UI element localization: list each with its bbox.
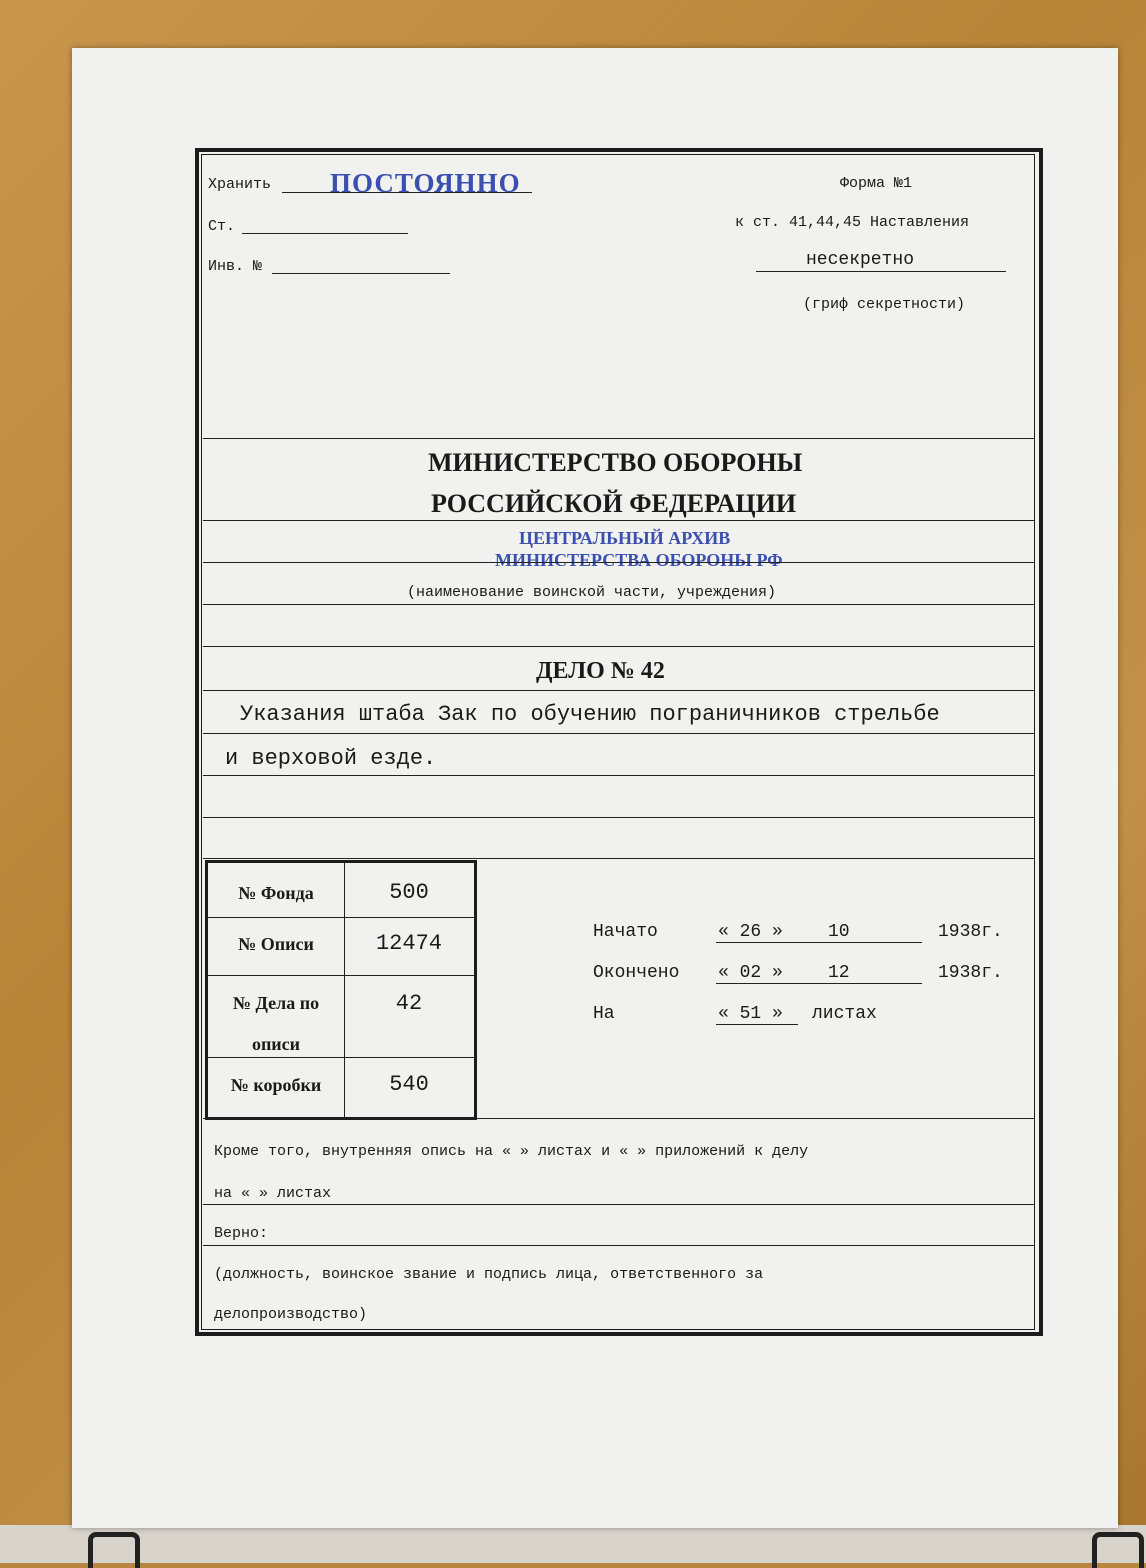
started-underline [716,942,922,943]
delo-value: 42 [395,991,423,1016]
verified-label: Верно: [214,1225,269,1242]
case-number: 42 [640,658,665,684]
ruled-line [203,775,1034,776]
secrecy-underline [756,271,1006,272]
ruled-line [203,604,1034,605]
extra-inventory-line1: Кроме того, внутренняя опись на « » листах и « » приложений к делу [214,1143,809,1160]
position-caption-line2: делопроизводство) [214,1306,368,1323]
form-label: Форма №1 [840,175,913,192]
ruled-line [203,733,1034,734]
started-month: 10 [828,922,850,942]
opis-label: № Описи [238,934,314,954]
archive-table [205,860,477,1120]
keep-stamp: ПОСТОЯННО [330,168,521,198]
ruled-line [203,562,1034,563]
started-label: Начато [593,922,658,942]
started-day: « 26 » [718,922,783,942]
unit-caption: (наименование воинской части, учреждения) [407,584,777,601]
extra-inventory-line2: на « » листах [214,1185,332,1202]
table-row-divider [208,917,474,918]
case-title-label: ДЕЛО № [536,658,635,684]
case-subject-line2: и верховой езде. [225,746,437,771]
delo-label-line2: описи [251,1034,301,1054]
position-caption-line1: (должность, воинское звание и подпись лица, ответственного за [214,1266,764,1283]
keep-label: Хранить [208,176,272,193]
ended-month: 12 [828,963,850,983]
sheets-count: « 51 » [718,1004,783,1024]
case-title [536,658,665,685]
folder-bottom-strip [0,1525,1146,1563]
archive-stamp-line1: ЦЕНТРАЛЬНЫЙ АРХИВ [519,528,731,548]
inv-underline [272,273,450,274]
st-label: Ст. [208,218,236,235]
fond-label: № Фонда [238,883,314,903]
inv-label: Инв. № [208,258,263,275]
secrecy-value: несекретно [806,250,915,270]
ministry-line2: РОССИЙСКОЙ ФЕДЕРАЦИИ [431,489,797,518]
case-subject-line1: Указания штаба Зак по обучению пограничников стрельбе [240,702,940,727]
archive-stamp-line2: МИНИСТЕРСТВА ОБОРОНЫ РФ [495,550,783,570]
ministry-line1: МИНИСТЕРСТВО ОБОРОНЫ [428,448,803,477]
ruled-line [203,1118,1034,1119]
form-reference: к ст. 41,44,45 Наставления [735,214,970,231]
st-underline [242,233,408,234]
ruled-line [203,1204,1034,1205]
ended-underline [716,983,922,984]
delo-label: № Дела по [232,993,320,1013]
ended-day: « 02 » [718,963,783,983]
ruled-line [203,520,1034,521]
started-year: 1938г. [938,922,1003,942]
ended-year: 1938г. [938,963,1003,983]
box-value: 540 [389,1072,429,1097]
table-row-divider [208,1057,474,1058]
section-divider [203,438,1034,439]
ruled-line [203,1245,1034,1246]
ended-label: Окончено [593,963,680,983]
ruled-line [203,690,1034,691]
sheets-label: На [593,1004,615,1024]
table-row-divider [208,975,474,976]
sheets-underline [716,1024,798,1025]
opis-value: 12474 [375,931,442,956]
ruled-line [203,646,1034,647]
box-label: № коробки [230,1075,322,1095]
ruled-line [203,858,1034,859]
ruled-line [203,817,1034,818]
secrecy-caption: (гриф секретности) [803,296,966,313]
fond-value: 500 [389,880,429,905]
sheets-unit: листах [812,1004,877,1024]
